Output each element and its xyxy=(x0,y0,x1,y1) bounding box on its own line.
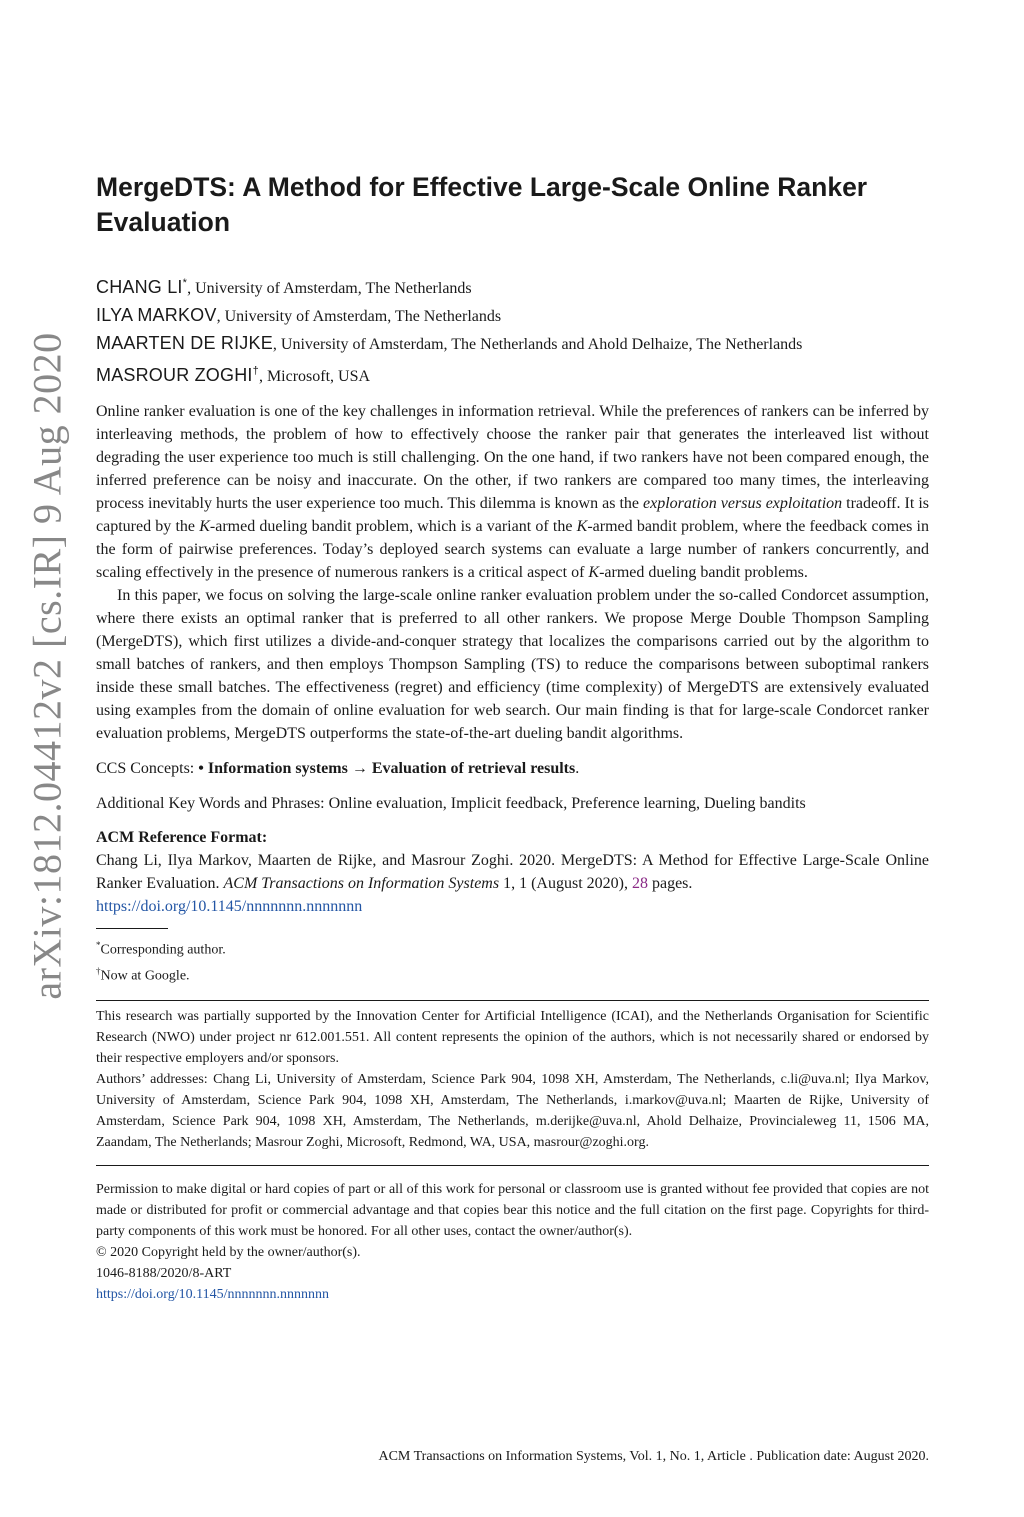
abstract-text: -armed bandit problem, where the feedback comes in the form of pairwise preferences. Today’s deployed search systems can evaluate a large number of rankers concurrently, and scaling effectively in the presence of numerous rankers is a critical aspect of xyxy=(96,518,929,581)
author-entry xyxy=(96,358,929,390)
author-name: MASROUR ZOGHI† xyxy=(96,365,259,385)
reference-format-heading: ACM Reference Format: xyxy=(96,829,268,846)
funding-note xyxy=(96,1004,929,1153)
author-affiliation: , Microsoft, USA xyxy=(258,368,371,385)
permission-text: Permission to make digital or hard copies of part or all of this work for personal or classroom use is granted without fee provided that copies are not made or distributed for profit or commercial advantage and that copies bear this notice and the full citation on the first page. Copyrights for third-party components of this work must be honored. For all other uses, contact the owner/author(s). xyxy=(96,1182,929,1240)
abstract-paragraph: In this paper, we focus on solving the large-scale online ranker evaluation problem under the so-called Condorcet assumption, where there exists an optimal ranker that is preferred to all other rankers. We propose Merge Double Thompson Sampling (MergeDTS), which first utilizes a divide-and-conquer strategy that localizes the comparisons carried out by the algorithm to small batches of rankers, and then employs Thompson Sampling (TS) to reduce the comparisons between suboptimal rankers inside these small batches. The effectiveness (regret) and efficiency (time complexity) of MergeDTS are extensively evaluated using examples from the domain of online evaluation for web search. Our main finding is that for large-scale Condorcet ranker evaluation problems, MergeDTS outperforms the state-of-the-art dueling bandit algorithms. xyxy=(96,587,929,742)
funding-text: This research was partially supported by the Innovation Center for Artificial Intelligence (ICAI), and the Netherlands Organisation for Scientific Research (NWO) under project nr 612.001.551. All content represents the opinion of the authors, which is not necessarily shared or endorsed by their respective employers and/or sponsors. xyxy=(96,1009,929,1067)
ccs-second: Evaluation of retrieval results xyxy=(371,760,576,777)
paper-first-page xyxy=(96,170,929,1305)
arxiv-identifier: arXiv:1812.04412v2 [cs.IR] 9 Aug 2020 xyxy=(24,332,70,1000)
abstract-paragraph xyxy=(96,400,929,584)
abstract-emphasis: K xyxy=(588,564,600,581)
author-affiliation: , University of Amsterdam, The Netherlands xyxy=(216,308,502,325)
keywords: Additional Key Words and Phrases: Online evaluation, Implicit feedback, Preference learning, Dueling bandits xyxy=(96,795,806,812)
footnote: *Corresponding author. xyxy=(96,940,226,958)
author-entry xyxy=(96,330,929,358)
copyright: © 2020 Copyright held by the owner/author(s). xyxy=(96,1245,361,1261)
author-addresses: Authors’ addresses: Chang Li, University of Amsterdam, Science Park 904, 1098 XH, Amsterdam, The Netherlands, c.li@uva.nl; Ilya Markov, University of Amsterdam, Science Park 904, 1098 XH, Amsterdam, The Netherlands, i.markov@uva.nl; Maarten de Rijke, University of Amsterdam, Science Park 904, 1098 XH, Amsterdam, The Netherlands, m.derijke@uva.nl, Ahold Delhaize, Provincialeweg 11, 1506 MA, Zaandam, The Netherlands; Masrour Zoghi, Microsoft, Redmond, WA, USA, masrour@zoghi.org. xyxy=(96,1072,929,1151)
footnotes xyxy=(96,935,929,986)
paper-title: MergeDTS: A Method for Effective Large-Scale Online Ranker Evaluation xyxy=(96,172,868,237)
journal-name: ACM Transactions on Information Systems xyxy=(223,875,500,892)
footnote-mark: † xyxy=(252,365,259,377)
ccs-label: CCS Concepts: xyxy=(96,760,199,777)
ccs-concepts: CCS Concepts: • Information systems → Evaluation of retrieval results. xyxy=(96,760,580,777)
abstract-text: Online ranker evaluation is one of the key challenges in information retrieval. While the preferences of rankers can be inferred by interleaving methods, the problem of how to effectively choose the ranker pair that generates the interleaved list without degrading the user experience too much is still challenging. On the one hand, if two rankers have not been compared enough, the inferred preference can be noisy and inaccurate. On the other, if two rankers are compared too many times, the interleaving process inevitably hurts the user experience too much. This dilemma is known as the xyxy=(96,403,929,512)
ccs-first: Information systems xyxy=(207,760,348,777)
page-footer: ACM Transactions on Information Systems, Vol. 1, No. 1, Article . Publication date: August 2020. xyxy=(378,1449,929,1464)
ccs-bullet: • xyxy=(198,760,204,777)
divider xyxy=(96,1165,929,1166)
abstract-text: -armed dueling bandit problems. xyxy=(599,564,808,581)
author-list xyxy=(96,270,929,390)
reference-format: Chang Li, Ilya Markov, Maarten de Rijke, and Masrour Zoghi. 2020. MergeDTS: A Method for Effective Large-Scale Online Ranker Evaluation. ACM Transactions on Information Systems 1, 1 (August 2020), 28 pages. https://doi.org/10.1145/nnnnnnn.nnnnnnn xyxy=(96,852,929,915)
abstract-text: tradeoff. It is captured by the xyxy=(96,495,929,535)
divider xyxy=(96,1000,929,1001)
author-name: MAARTEN DE RIJKE xyxy=(96,333,273,353)
footnote-mark: * xyxy=(182,277,188,289)
permission-block xyxy=(96,1175,929,1305)
abstract-text: -armed dueling bandit problem, which is a variant of the xyxy=(209,518,577,535)
page-count-link[interactable]: 28 xyxy=(631,875,648,892)
footnote: †Now at Google. xyxy=(96,965,190,984)
abstract-emphasis: K xyxy=(199,518,210,535)
author-affiliation: , University of Amsterdam, The Netherlands xyxy=(187,280,472,297)
author-name: ILYA MARKOV xyxy=(96,305,217,325)
author-name: CHANG LI* xyxy=(96,277,188,297)
doi-link[interactable]: https://doi.org/10.1145/nnnnnnn.nnnnnnn xyxy=(96,1287,329,1303)
abstract xyxy=(96,400,929,745)
abstract-emphasis: exploration versus exploitation xyxy=(643,495,843,512)
ccs-arrow: → xyxy=(351,760,368,777)
author-affiliation: , University of Amsterdam, The Netherlands and Ahold Delhaize, The Netherlands xyxy=(272,336,803,353)
doi-link[interactable]: https://doi.org/10.1145/nnnnnnn.nnnnnnn xyxy=(96,898,363,915)
author-entry xyxy=(96,270,929,302)
author-entry xyxy=(96,302,929,330)
abstract-emphasis: K xyxy=(576,518,588,535)
issn: 1046-8188/2020/8-ART xyxy=(96,1266,232,1282)
footnote-divider xyxy=(96,928,168,929)
